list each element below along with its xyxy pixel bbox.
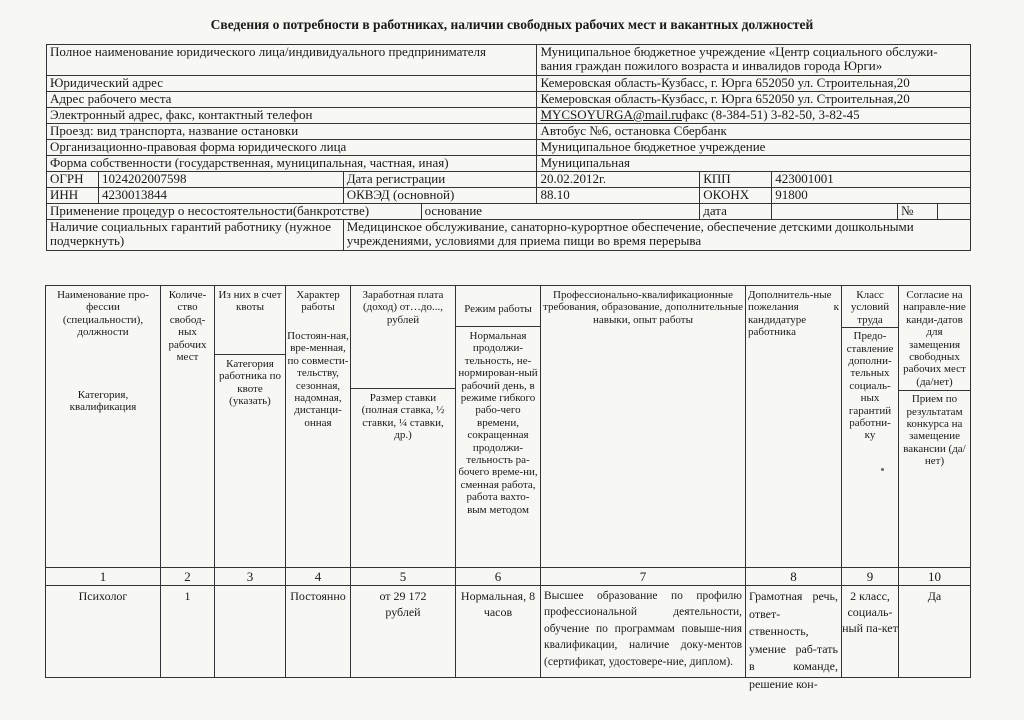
okved-value: 88.10 [537, 188, 700, 204]
header-competition: Прием по результатам конкурса на замещение вакансии (да/нет) [903, 393, 966, 468]
legal-address-value: Кемеровская область-Кузбасс, г. Юрга 652050 ул. Строительная,20 [537, 76, 971, 92]
header-salary: Заработная плата (доход) от…до..., рублей [350, 285, 456, 568]
header-work-nature-values: Постоян-ная, вре-менная, по совмести-тельству, сезонная, надомная, дистанци-онная [287, 330, 349, 429]
header-position: Наименование про-фессии (специальности), должности Категория, квалификация [45, 285, 161, 568]
org-form-value: Муниципальное бюджетное учреждение [537, 140, 971, 156]
column-number: 1 [45, 567, 161, 586]
column-number: 3 [214, 567, 286, 586]
column-number: 9 [841, 567, 899, 586]
header-conditions-class: Класс условий труда Предо-ставление дополни-тельных социаль-ных гарантий работни-ку [841, 285, 899, 568]
reg-date-label: Дата регистрации [343, 172, 537, 188]
number-value [937, 204, 970, 220]
ogrn-value: 1024202007598 [98, 172, 343, 188]
header-extra-wishes: Дополнитель-ные пожелания к кандидатуре работника [745, 285, 842, 568]
column-number: 5 [350, 567, 456, 586]
header-mode: Режим работы [455, 285, 541, 568]
header-vacant-count: Количе-ство свобод-ных рабочих мест [160, 285, 215, 568]
okonh-label: ОКОНХ [700, 188, 772, 204]
guarantees-label: Наличие социальных гарантий работнику (нужное подчеркнуть) [47, 220, 344, 251]
number-label: № [898, 204, 938, 220]
cell-position: Психолог [45, 585, 161, 678]
column-number: 10 [898, 567, 971, 586]
guarantees-value: Медицинское обслуживание, санаторно-курортное обеспечение, обеспечение детскими дошкольными учреждениями, условиями для приема пищи во время перерыва [343, 220, 970, 251]
inn-label: ИНН [47, 188, 99, 204]
inn-value: 4230013844 [98, 188, 343, 204]
header-work-nature: Характер работы Постоян-ная, вре-менная, по совмести-тельству, сезонная, надомная, дистанци-онная [285, 285, 351, 568]
phone-text: факс (8-384-51) 3-82-50, 3-82-45 [682, 107, 860, 122]
date-label: дата [700, 204, 772, 220]
scan-speck [881, 468, 884, 471]
header-quota: Из них в счет квоты [214, 285, 286, 568]
page-title: Сведения о потребности в работниках, наличии свободных рабочих мест и вакантных должностей [210, 17, 814, 32]
kpp-label: КПП [700, 172, 772, 188]
column-number: 6 [455, 567, 541, 586]
bankruptcy-label: Применение процедур о несостоятельности(банкротстве) [47, 204, 422, 220]
column-number: 4 [285, 567, 351, 586]
email-link[interactable]: MYCSOYURGA@mail.ru [540, 107, 683, 122]
header-quota-category: Категория работника по квоте (указать) [214, 354, 286, 568]
legal-address-label: Юридический адрес [47, 76, 537, 92]
full-name-value: Муниципальное бюджетное учреждение «Центр социального обслужи-вания граждан пожилого возраста и инвалидов города Юрги» [537, 45, 971, 76]
work-address-label: Адрес рабочего места [47, 92, 537, 108]
header-extra-guarantees: Предо-ставление дополни-тельных социаль-ных гарантий работни-ку [846, 330, 894, 442]
header-requirements: Профессионально-квалификационные требования, образование, дополнительные навыки, опыт работы [540, 285, 746, 568]
column-number: 8 [745, 567, 842, 586]
ogrn-label: ОГРН [47, 172, 99, 188]
okonh-value: 91800 [772, 188, 971, 204]
employer-info-table [46, 44, 971, 251]
column-number: 7 [540, 567, 746, 586]
header-consent: Согласие на направле-ние канди-датов для замещения свободных рабочих мест (да/нет) Прием по результатам конкурса на замещение вакансии (да/нет) [898, 285, 971, 568]
transport-label: Проезд: вид транспорта, название остановки [47, 124, 537, 140]
contacts-label: Электронный адрес, факс, контактный телефон [47, 108, 537, 124]
ownership-label: Форма собственности (государственная, муниципальная, частная, иная) [47, 156, 537, 172]
ownership-value: Муниципальная [537, 156, 971, 172]
transport-value: Автобус №6, остановка Сбербанк [537, 124, 971, 140]
basis-label: основание [421, 204, 700, 220]
cell-count: 1 [160, 585, 215, 678]
column-number: 2 [160, 567, 215, 586]
cell-requirements: Высшее образование по профилю профессиональной деятельности, обучение по программам повыше-ния квалификации, наличие доку-ментов (сертификат, удостовере-ние, диплом). [540, 585, 746, 678]
cell-quota [214, 585, 286, 678]
cell-salary: от 29 172 рублей [350, 585, 456, 678]
full-name-label: Полное наименование юридического лица/индивидуального предпринимателя [47, 45, 537, 76]
cell-extra: Грамотная речь, ответ-ственность, умение раб-тать в команде, решение кон- [745, 585, 842, 678]
work-address-value: Кемеровская область-Кузбасс, г. Юрга 652050 ул. Строительная,20 [537, 92, 971, 108]
okved-label: ОКВЭД (основной) [343, 188, 537, 204]
header-mode-values: Нормальная продолжи-тельность, не-нормирован-ный рабочий день, в режиме гибкого рабо-чего времени, сокращенная продолжи-тельность ра-бочего време-ни, сменная работа, работа вахто-вым методом [455, 326, 541, 568]
reg-date-value: 20.02.2012г. [537, 172, 700, 188]
date-value [772, 204, 898, 220]
cell-consent: Да [898, 585, 971, 678]
org-form-label: Организационно-правовая форма юридического лица [47, 140, 537, 156]
header-salary-rate: Размер ставки (полная ставка, ½ ставки, ¼ ставки, др.) [350, 388, 456, 568]
contacts-value [537, 108, 971, 124]
cell-mode: Нормальная, 8 часов [455, 585, 541, 678]
kpp-value: 423001001 [772, 172, 971, 188]
cell-conditions: 2 класс, социаль-ный па-кет [841, 585, 899, 678]
header-category: Категория, квалификация [69, 389, 137, 414]
cell-nature: Постоянно [285, 585, 351, 678]
